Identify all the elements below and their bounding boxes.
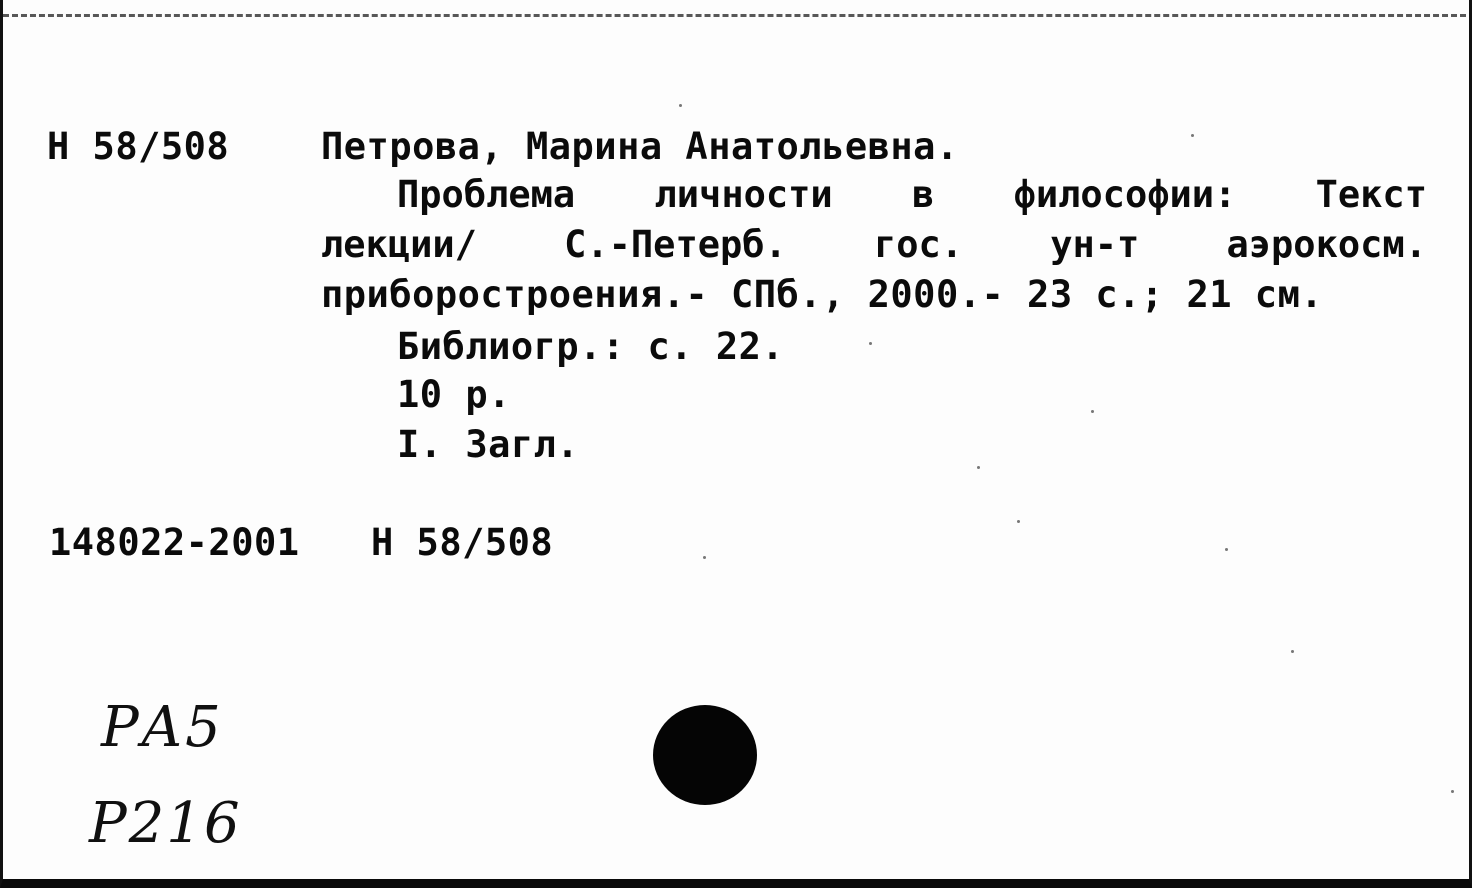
title-word: в	[912, 173, 935, 216]
title-word: личности	[654, 173, 833, 216]
punch-hole	[653, 705, 757, 805]
scan-speck	[1291, 650, 1294, 653]
scan-speck	[1017, 520, 1020, 523]
shelfmark: Н 58/508	[47, 125, 230, 168]
author-heading: Петрова, Марина Анатольевна.	[321, 125, 959, 168]
title-word: гос.	[873, 223, 964, 266]
imprint-line: приборостроения.- СПб., 2000.- 23 с.; 21 см.	[321, 273, 1324, 316]
title-word: С.-Петерб.	[564, 223, 787, 266]
scan-speck	[703, 556, 706, 559]
tracing: I. Загл.	[397, 423, 580, 466]
card-top-perforation	[3, 14, 1472, 17]
title-word: Текст	[1315, 173, 1427, 216]
scan-speck	[1451, 790, 1454, 793]
scan-speck	[1225, 548, 1228, 551]
scan-speck	[1191, 134, 1194, 137]
bibliography-note: Библиогр.: с. 22.	[397, 325, 785, 368]
inventory-shelfmark: Н 58/508	[371, 521, 554, 564]
title-line-1	[397, 170, 1427, 219]
title-word: ун-т	[1050, 223, 1140, 266]
scan-speck	[977, 466, 980, 469]
title-word: Проблема	[397, 173, 576, 216]
title-line-2	[321, 220, 1427, 269]
handwritten-mark-2: Р216	[89, 791, 242, 856]
inventory-number: 148022-2001	[49, 521, 300, 564]
scan-speck	[679, 104, 682, 107]
scan-speck	[869, 342, 872, 345]
title-word: лекции/	[321, 223, 477, 266]
handwritten-mark-1: РА5	[101, 695, 223, 760]
title-word: аэрокосм.	[1226, 223, 1427, 266]
price: 10 р.	[397, 373, 511, 416]
scan-speck	[1091, 410, 1094, 413]
title-word: философии:	[1013, 173, 1237, 216]
